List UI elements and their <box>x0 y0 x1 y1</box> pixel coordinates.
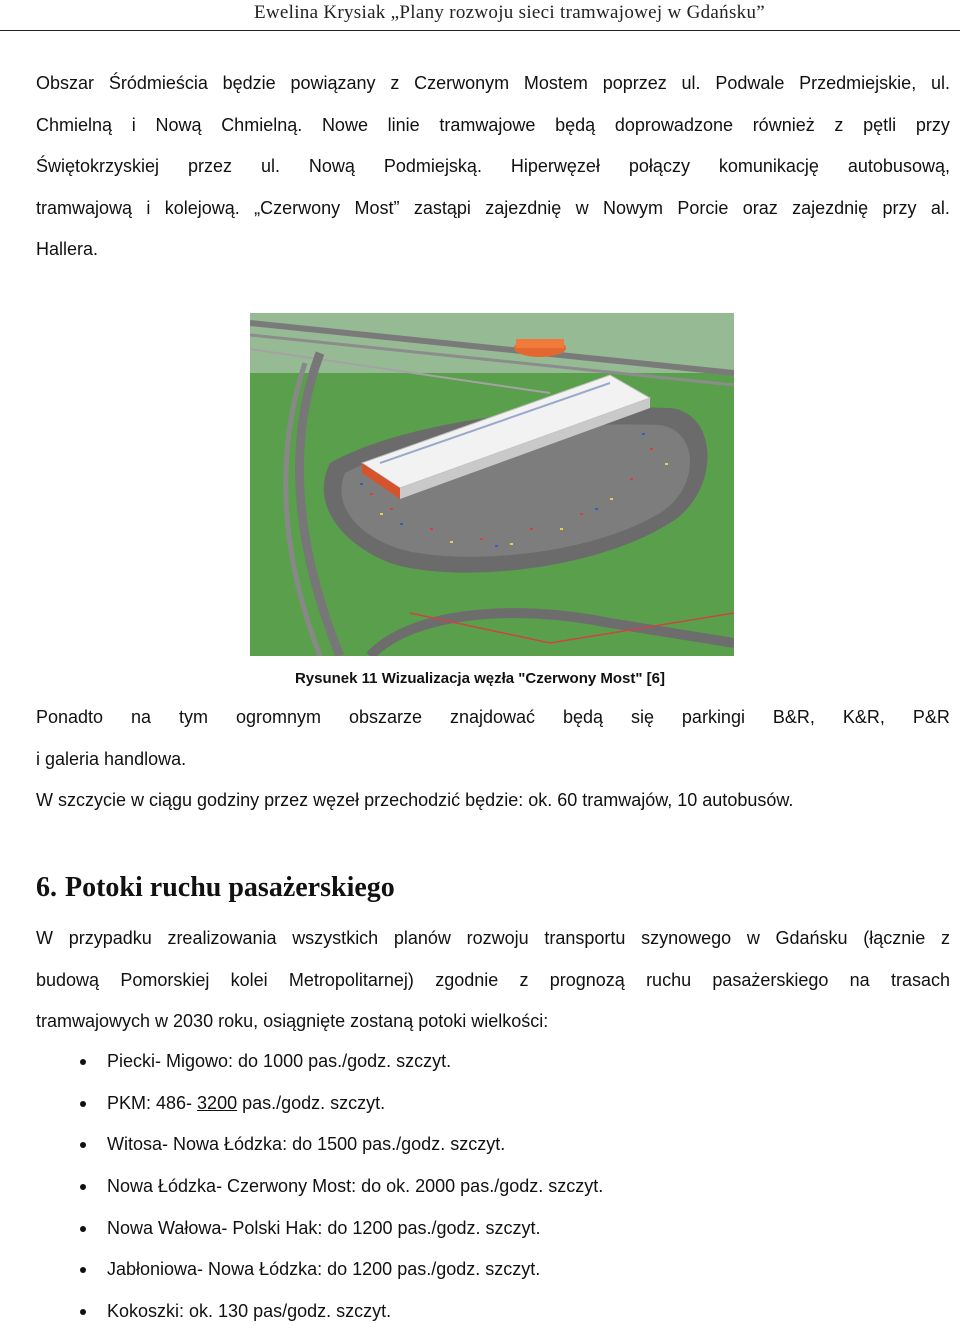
word: tramwajową <box>36 197 133 218</box>
bullet-list <box>80 1041 603 1333</box>
word: „Czerwony <box>254 197 341 218</box>
word: doprowadzone <box>614 114 733 135</box>
word: rozwoju <box>466 928 529 948</box>
header-title: Ewelina Krysiak „Plany rozwoju sieci tramwajowej w Gdańsku” <box>253 2 765 23</box>
paragraph-intro <box>36 63 950 271</box>
word: Obszar <box>36 73 95 93</box>
word: przy <box>915 114 950 135</box>
word: (łącznie <box>863 928 926 948</box>
word: B&R, <box>772 707 815 727</box>
section-number: 6. <box>36 872 57 903</box>
word: Przedmiejskie, <box>799 73 917 93</box>
list-item-text: Kokoszki: ok. 130 pas/godz. szczyt. <box>107 1301 392 1322</box>
word: zrealizowania <box>167 928 277 948</box>
word: pasażerskiego <box>712 969 829 990</box>
word: Hiperwęzeł <box>510 156 600 176</box>
bullet-dot-icon <box>80 1309 86 1315</box>
section-heading <box>36 872 395 904</box>
czerwony-most-visualization <box>250 313 734 656</box>
word: na <box>849 969 870 990</box>
word: Chmielną <box>36 114 113 135</box>
list-item-text: Jabłoniowa- Nowa Łódzka: do 1200 pas./godz. szczyt. <box>107 1259 541 1280</box>
word: autobusową, <box>847 156 950 176</box>
justified-line <box>36 918 950 960</box>
word: przypadku <box>68 928 152 948</box>
word: planów <box>393 928 451 948</box>
word: przy <box>882 197 917 218</box>
bullet-dot-icon <box>80 1101 86 1107</box>
word: zajezdnię <box>792 197 869 218</box>
word: K&R, <box>842 707 885 727</box>
word: kolei <box>230 969 268 990</box>
list-item-text: Witosa- Nowa Łódzka: do 1500 pas./godz. szczyt. <box>107 1134 506 1155</box>
word: z <box>519 969 529 990</box>
section-title: Potoki ruchu pasażerskiego <box>65 872 395 903</box>
word: połączy <box>628 156 690 176</box>
word: obszarze <box>348 707 422 727</box>
word: linie <box>387 114 420 135</box>
word: Nowym <box>602 197 663 218</box>
word: również <box>752 114 815 135</box>
bullet-dot-icon <box>80 1267 86 1273</box>
word: Podmiejską. <box>383 156 482 176</box>
word: poprzez <box>602 73 667 93</box>
text-line: tramwajowych w 2030 roku, osiągnięte zostaną potoki wielkości: <box>36 1011 549 1031</box>
word: wszystkich <box>292 928 379 948</box>
list-item <box>80 1249 603 1291</box>
list-item <box>80 1083 603 1125</box>
word: ul. <box>260 156 280 176</box>
word: ul. <box>681 73 701 93</box>
list-item-text: Piecki- Migowo: do 1000 pas./godz. szczyt. <box>107 1051 452 1071</box>
word: kolejową. <box>164 197 240 218</box>
word: w <box>746 928 760 948</box>
bullet-dot-icon <box>80 1226 86 1232</box>
word: zgodnie <box>435 969 499 990</box>
word: tramwajowe <box>439 114 536 135</box>
word: Nowe <box>321 114 368 135</box>
word: W <box>36 928 53 948</box>
word: i <box>131 114 136 135</box>
word: Świętokrzyskiej <box>36 156 160 176</box>
word: Chmielną. <box>221 114 303 135</box>
word: Gdańsku <box>775 928 848 948</box>
word: będzie <box>222 73 276 93</box>
word: zastąpi <box>413 197 471 218</box>
justified-line <box>36 960 950 1002</box>
word: Śródmieścia <box>108 73 208 93</box>
bullet-dot-icon <box>80 1059 86 1065</box>
word: Mostem <box>523 73 588 93</box>
word: Porcie <box>677 197 729 218</box>
justified-line <box>36 105 950 147</box>
word: Podwale <box>715 73 785 93</box>
word: tym <box>179 707 208 727</box>
page-header <box>0 0 960 31</box>
word: Nową <box>308 156 355 176</box>
list-item <box>80 1166 603 1208</box>
word: Nową <box>155 114 202 135</box>
list-item <box>80 1041 603 1083</box>
list-item-text-underlined: 3200 <box>197 1092 238 1113</box>
list-item-text: Nowa Łódzka- Czerwony Most: do ok. 2000 pas./godz. szczyt. <box>107 1176 604 1197</box>
text-line: i galeria handlowa. <box>36 748 187 769</box>
word: pętli <box>863 114 897 135</box>
word: powiązany <box>290 73 376 93</box>
word: Pomorskiej <box>120 969 210 990</box>
word: transportu <box>544 928 626 948</box>
bullet-dot-icon <box>80 1142 86 1148</box>
word: prognozą <box>549 969 625 990</box>
justified-line <box>36 146 950 188</box>
word: al. <box>930 197 950 218</box>
word: parkingi <box>681 707 745 727</box>
justified-line <box>36 188 950 230</box>
word: w <box>575 197 589 218</box>
text-line: W szczycie w ciągu godziny przez węzeł przechodzić będzie: ok. 60 tramwajów, 10 autobusów. <box>36 790 794 810</box>
word: przez <box>187 156 232 176</box>
word: Czerwonym <box>414 73 510 93</box>
list-item-text: Nowa Wałowa- Polski Hak: do 1200 pas./godz. szczyt. <box>107 1217 541 1238</box>
word: z <box>940 928 950 948</box>
word: ruchu <box>646 969 692 990</box>
list-item <box>80 1291 603 1333</box>
word: znajdować <box>449 707 535 727</box>
word: trasach <box>890 969 950 990</box>
word: ul. <box>930 73 950 93</box>
word: będą <box>562 707 603 727</box>
word: z <box>390 73 400 93</box>
list-item-text-prefix: PKM: 486- <box>107 1092 198 1113</box>
word: i <box>146 197 151 218</box>
word: się <box>630 707 654 727</box>
bullet-dot-icon <box>80 1184 86 1190</box>
word: Most” <box>354 197 400 218</box>
list-item-text-suffix: pas./godz. szczyt. <box>237 1092 386 1113</box>
list-item <box>80 1208 603 1250</box>
word: budową <box>36 969 100 990</box>
word: na <box>131 707 152 727</box>
justified-line <box>36 63 950 105</box>
word: zajezdnię <box>485 197 562 218</box>
word: komunikację <box>718 156 819 176</box>
justified-line <box>36 697 950 739</box>
word: z <box>834 114 844 135</box>
paragraph-forecast <box>36 918 950 1043</box>
figure-caption: Rysunek 11 Wizualizacja węzła "Czerwony Most" [6] <box>294 670 666 687</box>
word: Ponadto <box>36 707 104 727</box>
word: szynowego <box>641 928 732 948</box>
word: oraz <box>742 197 778 218</box>
list-item <box>80 1124 603 1166</box>
word: P&R <box>912 707 950 727</box>
word: będą <box>555 114 596 135</box>
word: Metropolitarnej) <box>288 969 414 990</box>
paragraph-parking <box>36 697 950 822</box>
text-line: Hallera. <box>36 239 99 259</box>
word: ogromnym <box>235 707 321 727</box>
